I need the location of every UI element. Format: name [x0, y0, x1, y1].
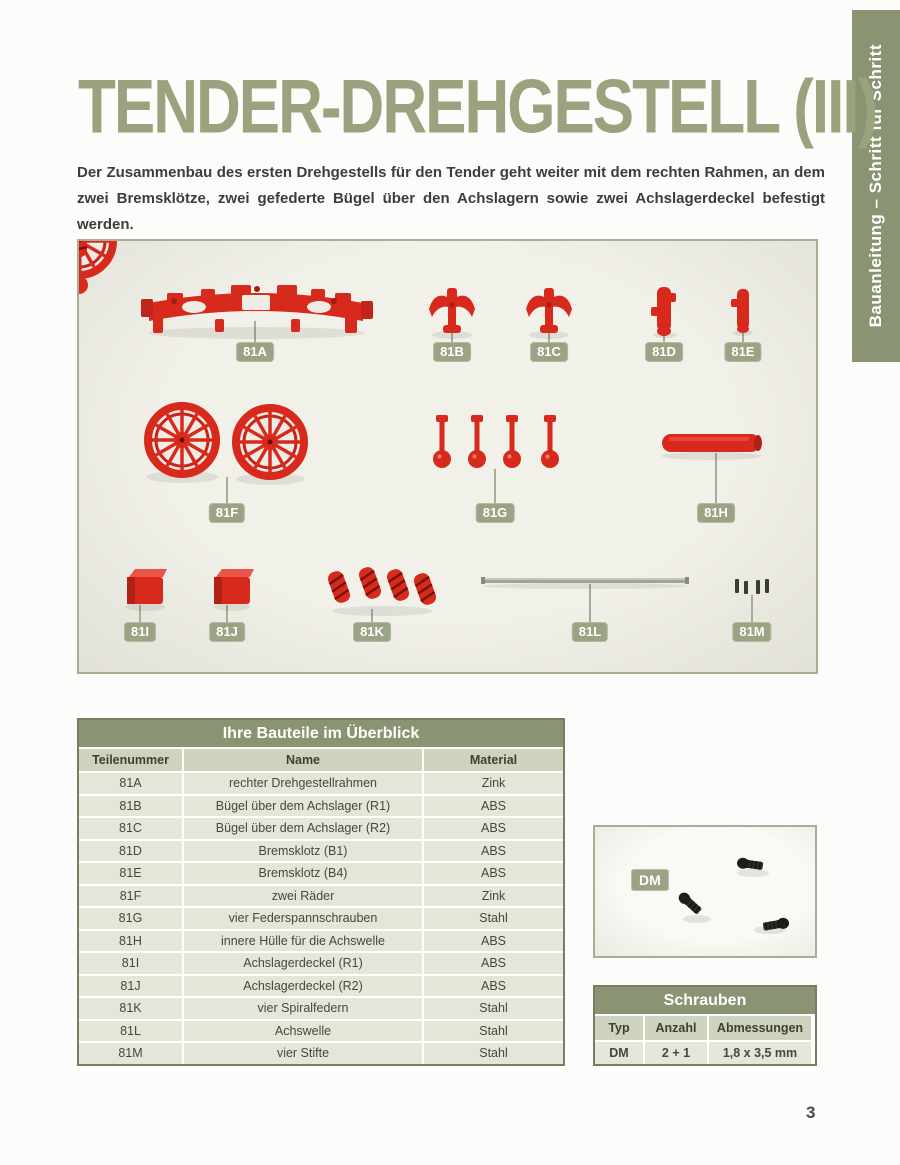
screw — [676, 890, 703, 916]
part-label-81j: 81J — [209, 622, 245, 642]
part-material-cell: Stahl — [424, 998, 563, 1019]
part-material-cell: ABS — [424, 841, 563, 862]
part-label-81k: 81K — [353, 622, 391, 642]
part-label-81l: 81L — [572, 622, 608, 642]
part-81a-frame — [141, 285, 373, 333]
part-81g-spring-screw — [433, 415, 451, 468]
part-number-cell: 81K — [79, 998, 182, 1019]
part-81m-pins — [735, 579, 769, 594]
screw-anzahl-cell: 2 + 1 — [645, 1042, 707, 1064]
part-material-cell: ABS — [424, 931, 563, 952]
part-81g-spring-screw — [503, 415, 521, 468]
column-header-typ: Typ — [595, 1016, 643, 1040]
screws-table — [593, 985, 817, 1066]
part-number-cell: 81E — [79, 863, 182, 884]
part-81k-coil-spring — [326, 569, 352, 605]
part-material-cell: Zink — [424, 886, 563, 907]
part-label-81i: 81I — [124, 622, 156, 642]
part-number-cell: 81J — [79, 976, 182, 997]
part-name-cell: Bügel über dem Achslager (R2) — [184, 818, 422, 839]
part-label-81e: 81E — [724, 342, 761, 362]
column-header-teilenummer: Teilenummer — [79, 749, 182, 771]
part-number-cell: 81D — [79, 841, 182, 862]
parts-overview-table — [77, 718, 565, 1066]
screws-illustration — [595, 827, 815, 956]
part-81j-cover — [214, 569, 254, 604]
part-material-cell: ABS — [424, 976, 563, 997]
part-number-cell: 81I — [79, 953, 182, 974]
screw-type-label: DM — [631, 869, 669, 891]
screw-typ-cell: DM — [595, 1042, 643, 1064]
part-name-cell: vier Stifte — [184, 1043, 422, 1064]
part-material-cell: ABS — [424, 953, 563, 974]
part-number-cell: 81F — [79, 886, 182, 907]
part-label-81g: 81G — [476, 503, 515, 523]
part-number-cell: 81M — [79, 1043, 182, 1064]
part-material-cell: Zink — [424, 773, 563, 794]
part-number-cell: 81B — [79, 796, 182, 817]
parts-table-header — [79, 747, 563, 771]
part-material-cell: Stahl — [424, 908, 563, 929]
part-name-cell: Achslagerdeckel (R1) — [184, 953, 422, 974]
parts-illustration — [79, 241, 816, 672]
part-81c-clip — [526, 288, 572, 333]
chapter-tab-label: Bauanleitung – Schritt für Schritt — [866, 44, 885, 328]
screws-table-header — [595, 1014, 815, 1040]
part-label-81d: 81D — [645, 342, 683, 362]
part-number-cell: 81A — [79, 773, 182, 794]
part-number-cell: 81G — [79, 908, 182, 929]
part-81g-spring-screw — [468, 415, 486, 468]
part-name-cell: vier Spiralfedern — [184, 998, 422, 1019]
screws-photo — [593, 825, 817, 958]
part-name-cell: rechter Drehgestellrahmen — [184, 773, 422, 794]
part-label-81h: 81H — [697, 503, 735, 523]
page-number: 3 — [806, 1103, 816, 1122]
part-label-81c: 81C — [530, 342, 568, 362]
part-number-cell: 81H — [79, 931, 182, 952]
part-81k-coil-spring — [385, 567, 411, 603]
screw-abmessungen-cell: 1,8 x 3,5 mm — [709, 1042, 811, 1064]
part-name-cell: Achswelle — [184, 1021, 422, 1042]
column-header-material: Material — [424, 749, 563, 771]
part-name-cell: Bügel über dem Achslager (R1) — [184, 796, 422, 817]
part-number-cell: 81C — [79, 818, 182, 839]
part-name-cell: Bremsklotz (B1) — [184, 841, 422, 862]
part-81e-brake-block — [731, 289, 749, 333]
part-name-cell: Bremsklotz (B4) — [184, 863, 422, 884]
part-material-cell: ABS — [424, 818, 563, 839]
column-header-name: Name — [184, 749, 422, 771]
part-label-81m: 81M — [732, 622, 771, 642]
parts-table-body — [79, 771, 563, 1064]
part-81d-brake-block — [651, 287, 676, 336]
part-material-cell: ABS — [424, 796, 563, 817]
part-81k-coil-spring — [412, 571, 438, 607]
page-title: TENDER-DREHGESTELL (III) — [78, 65, 877, 150]
part-81f-wheel-right — [236, 408, 304, 476]
part-name-cell: innere Hülle für die Achswelle — [184, 931, 422, 952]
parts-table-title: Ihre Bauteile im Überblick — [79, 720, 563, 747]
part-name-cell: zwei Räder — [184, 886, 422, 907]
screws-table-title: Schrauben — [595, 987, 815, 1014]
part-label-81f: 81F — [209, 503, 245, 523]
chapter-tab — [852, 10, 900, 362]
part-number-cell: 81L — [79, 1021, 182, 1042]
part-81h-axle-sleeve — [662, 434, 762, 452]
part-name-cell: Achslagerdeckel (R2) — [184, 976, 422, 997]
parts-photo — [77, 239, 818, 674]
part-name-cell: vier Federspannschrauben — [184, 908, 422, 929]
part-material-cell: ABS — [424, 863, 563, 884]
intro-paragraph: Der Zusammenbau des ersten Drehgestells für den Tender geht weiter mit dem rechten Rahmen, an dem zwei Bremsklötze, zwei gefederte Bügel über den Achslagern sowie zwei Achslagerdeckel befestigt werden. — [77, 164, 825, 233]
part-material-cell: Stahl — [424, 1043, 563, 1064]
part-81k-coil-spring — [357, 565, 383, 601]
column-header-anzahl: Anzahl — [645, 1016, 707, 1040]
part-81g-spring-screw — [541, 415, 559, 468]
part-label-81b: 81B — [433, 342, 471, 362]
column-header-abmessungen: Abmessungen — [709, 1016, 811, 1040]
part-label-81a: 81A — [236, 342, 274, 362]
part-81l-axle-shaft — [481, 577, 689, 584]
screws-table-body — [595, 1040, 815, 1064]
part-81f-wheel-left — [148, 406, 216, 474]
part-material-cell: Stahl — [424, 1021, 563, 1042]
